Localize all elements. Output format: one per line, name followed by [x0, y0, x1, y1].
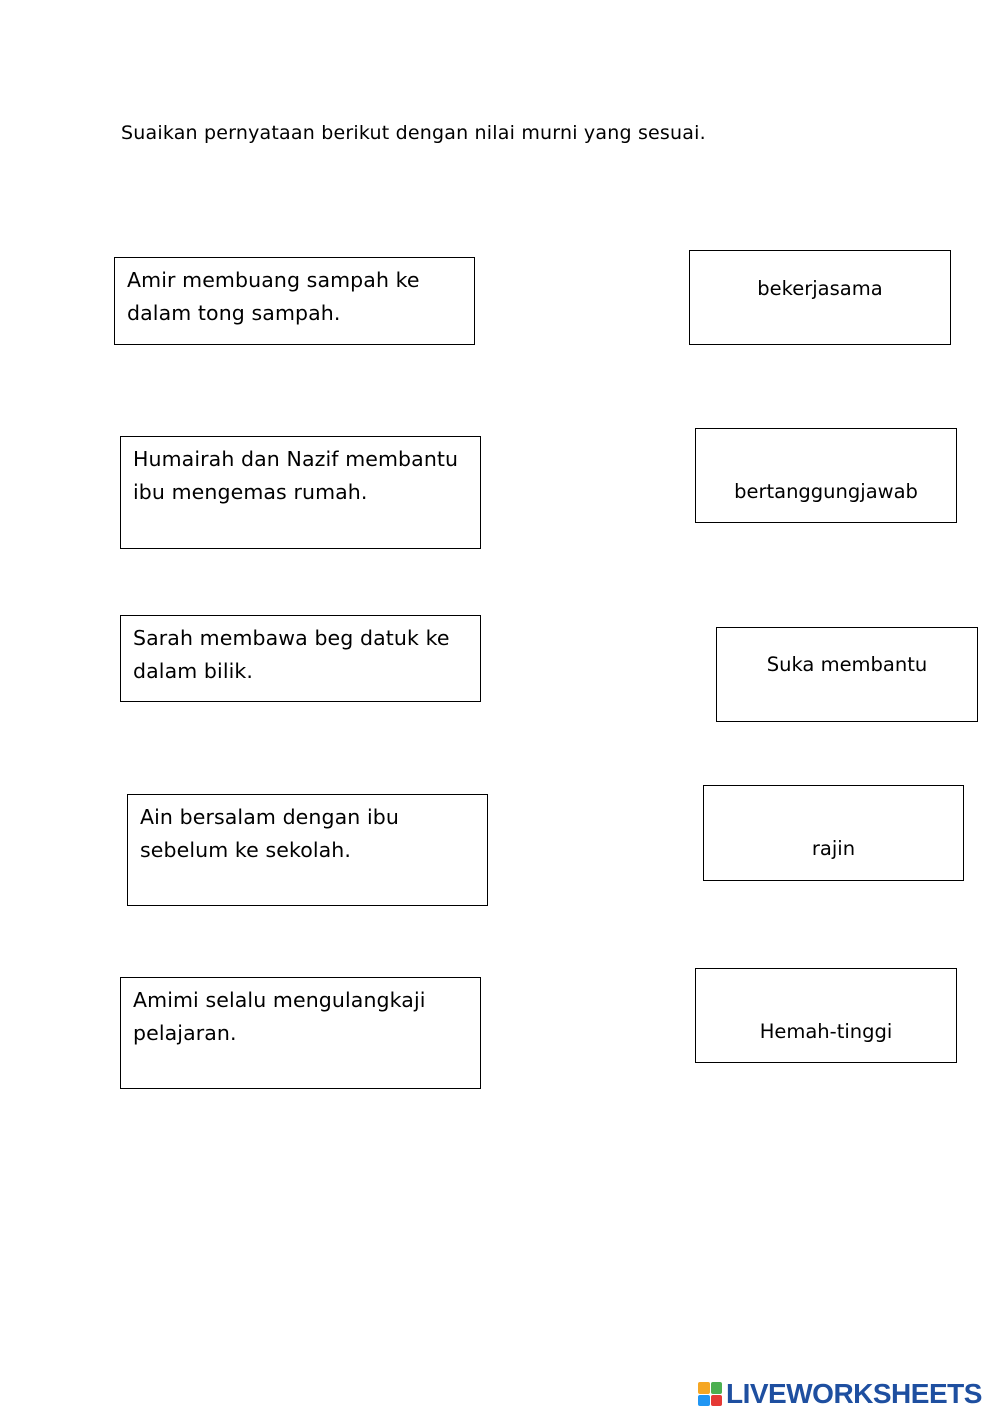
statement-box-5[interactable] [120, 977, 481, 1089]
value-box-1[interactable] [689, 250, 951, 345]
value-box-4[interactable] [703, 785, 964, 881]
instruction-text: Suaikan pernyataan berikut dengan nilai murni yang sesuai. [121, 122, 706, 144]
brand-name: LIVEWORKSHEETS [726, 1378, 982, 1409]
value-text: bekerjasama [757, 277, 883, 300]
liveworksheets-logo [698, 1377, 982, 1411]
statement-text: Amimi selalu mengulangkaji pelajaran. [133, 988, 426, 1045]
statement-text: Ain bersalam dengan ibu sebelum ke sekolah. [140, 805, 399, 862]
value-box-2[interactable] [695, 428, 957, 523]
value-text: Suka membantu [766, 653, 928, 676]
statement-text: Amir membuang sampah ke dalam tong sampah. [127, 268, 420, 325]
liveworksheets-icon [698, 1382, 722, 1406]
statement-box-4[interactable] [127, 794, 488, 906]
statement-box-1[interactable] [114, 257, 475, 345]
statement-text: Sarah membawa beg datuk ke dalam bilik. [133, 626, 450, 683]
value-text: rajin [811, 837, 856, 860]
value-text: Hemah-tinggi [759, 1020, 893, 1043]
statement-box-2[interactable] [120, 436, 481, 549]
statement-box-3[interactable] [120, 615, 481, 702]
statement-text: Humairah dan Nazif membantu ibu mengemas rumah. [133, 447, 459, 504]
value-text: bertanggungjawab [734, 480, 918, 503]
value-box-3[interactable] [716, 627, 978, 722]
value-box-5[interactable] [695, 968, 957, 1063]
